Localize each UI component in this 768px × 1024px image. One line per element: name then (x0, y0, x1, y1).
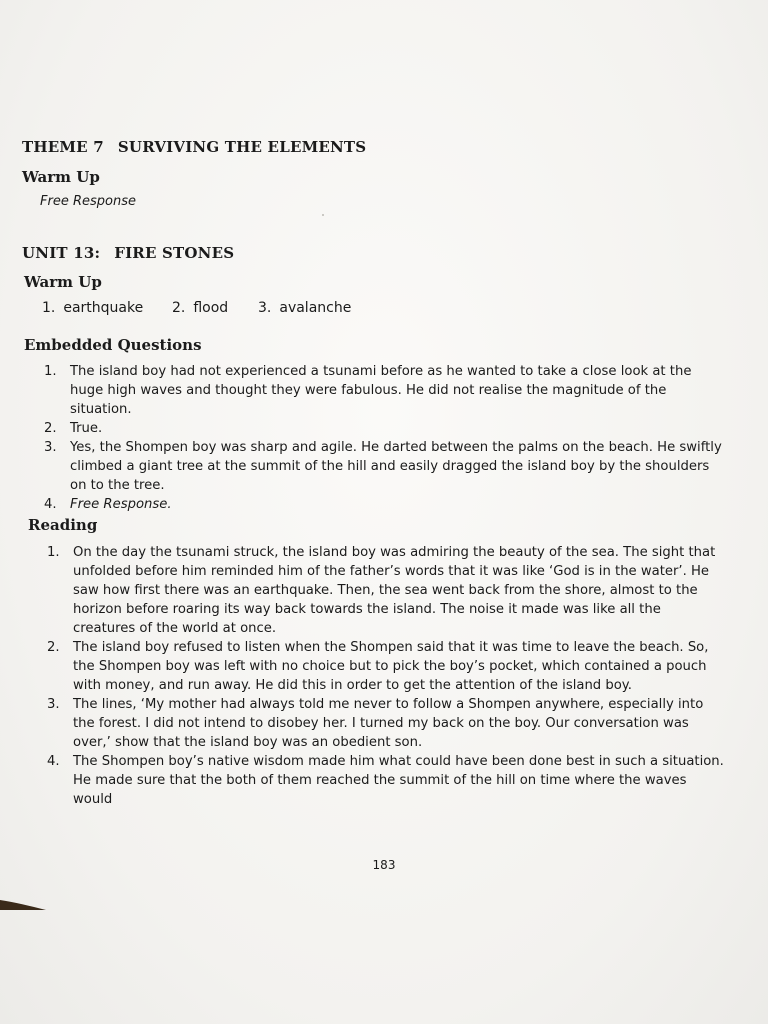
item-text: The island boy had not experienced a tsunami before as he wanted to take a close look at the huge high waves and thought they were fabulous. He did not realise the magnitude of the situation. (70, 364, 692, 417)
item-number: 3. (44, 440, 57, 455)
item-text: The Shompen boy’s native wisdom made him what could have been done best in such a situation. He made sure that the both of them reached the summit of the hill on time where the waves would (73, 754, 724, 807)
reading-answers-list (47, 543, 727, 809)
item-number: 4. (47, 754, 60, 769)
warm-up-answer-number: 3. (258, 300, 272, 316)
warm-up-answer-text: avalanche (279, 300, 352, 316)
list-item (47, 752, 727, 809)
list-item (47, 695, 727, 752)
unit-number: UNIT 13: (22, 244, 101, 262)
item-text: The lines, ‘My mother had always told me never to follow a Shompen anywhere, especially into the forest. I did not intend to disobey her. I turned my back on the boy. Our conversation was over,’ show that the island boy was an obedient son. (73, 697, 704, 750)
theme-heading (22, 138, 366, 156)
theme-warm-up-response: Free Response (40, 194, 136, 209)
unit-heading (22, 244, 234, 262)
list-item (47, 638, 727, 695)
theme-number: THEME 7 (22, 138, 104, 156)
theme-title: SURVIVING THE ELEMENTS (117, 138, 367, 156)
warm-up-answer-number: 2. (172, 300, 186, 316)
item-text: The island boy refused to listen when the Shompen said that it was time to leave the beach. So, the Shompen boy was left with no choice but to pick the boy’s pocket, which contained a pouch with money, and run away. He did this in order to get the attention of the island boy. (73, 640, 709, 693)
warm-up-answer-text: flood (193, 300, 229, 316)
unit-warm-up-heading: Warm Up (24, 273, 102, 291)
list-item (44, 438, 724, 495)
reading-heading: Reading (28, 516, 98, 534)
warm-up-answer (258, 300, 351, 316)
list-item (44, 419, 724, 438)
item-number: 1. (47, 545, 60, 560)
item-text: Free Response. (70, 497, 172, 512)
paper-speck (322, 214, 324, 216)
book-spine-edge (0, 898, 48, 912)
warm-up-answer-text: earthquake (63, 300, 144, 316)
item-number: 2. (47, 640, 60, 655)
list-item (44, 495, 724, 514)
warm-up-answer-number: 1. (42, 300, 56, 316)
item-number: 4. (44, 497, 57, 512)
warm-up-answer-list (42, 300, 351, 316)
item-text: True. (70, 421, 103, 436)
item-text: On the day the tsunami struck, the island boy was admiring the beauty of the sea. The sight that unfolded before him reminded him of the father’s words that it was like ‘God is in the water’. He saw how first there was an earthquake. Then, the sea went back from the shore, almost to the horizon before roaring its way back towards the island. The noise it made was like all the creatures of the world at once. (73, 545, 716, 636)
warm-up-answer (42, 300, 172, 316)
embedded-questions-list (44, 362, 724, 514)
unit-title: FIRE STONES (114, 244, 235, 262)
item-number: 3. (47, 697, 60, 712)
embedded-questions-heading: Embedded Questions (24, 336, 202, 354)
list-item (44, 362, 724, 419)
item-text: Yes, the Shompen boy was sharp and agile. He darted between the palms on the beach. He swiftly climbed a giant tree at the summit of the hill and easily dragged the island boy by the shoulders on to the tree. (70, 440, 722, 493)
warm-up-answer (172, 300, 258, 316)
theme-warm-up-heading: Warm Up (22, 168, 100, 186)
page-number: 183 (372, 858, 396, 872)
item-number: 1. (44, 364, 57, 379)
list-item (47, 543, 727, 638)
item-number: 2. (44, 421, 57, 436)
